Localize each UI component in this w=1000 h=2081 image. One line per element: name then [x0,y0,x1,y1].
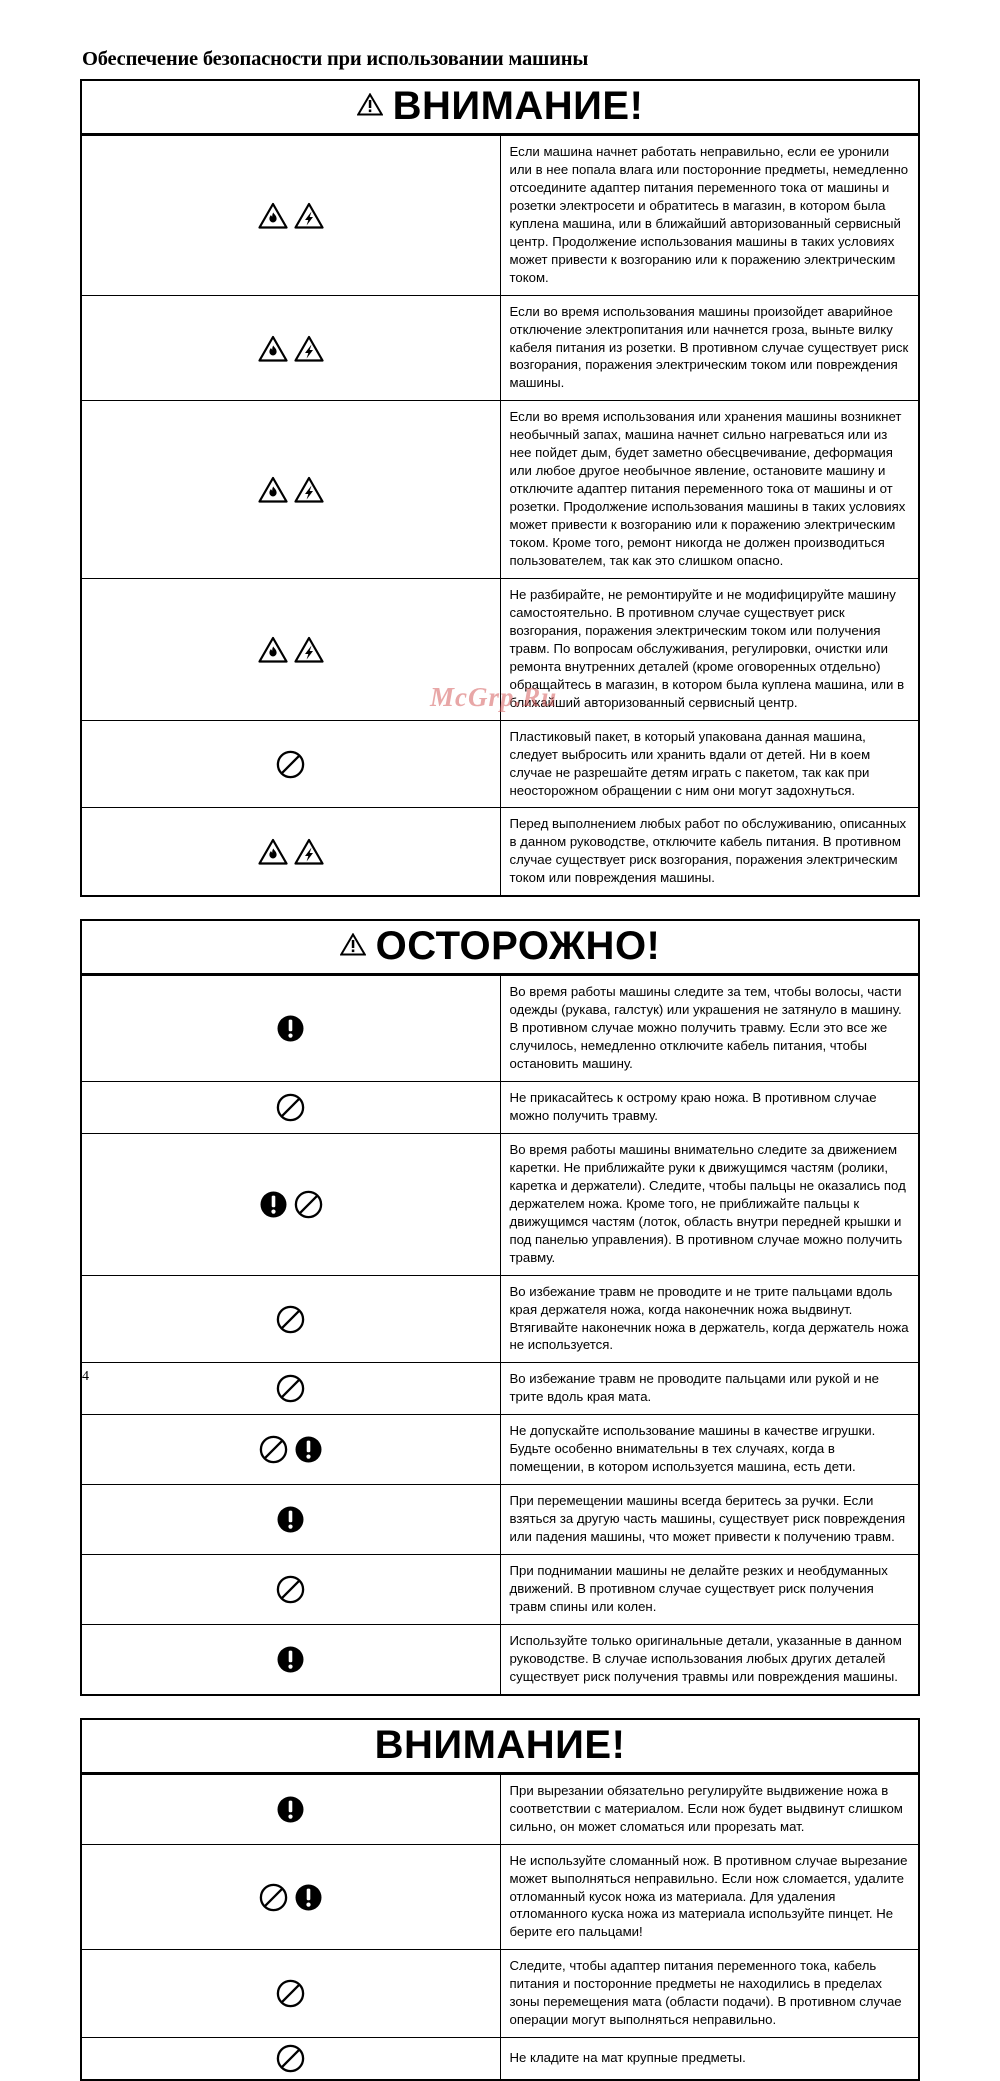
page-title: Обеспечение безопасности при использовании машины [82,48,589,70]
warning-text: Не разбирайте, не ремонтируйте и не модифицируйте машину самостоятельно. В противном случае существует риск возгорания, поражения электрическим током или получения травм. По вопросам обслуживания, регулировки, очистки или ремонта внутренних деталей (кроме оговоренных отдельно) обращайтесь в магазин, в котором была куплена машина, или в ближайший авторизованный сервисный центр. [500,578,919,720]
warning-text: При вырезании обязательно регулируйте выдвижение ножа в соответствии с материалом. Если нож будет выдвинут слишком сильно, он может сломаться или прорезать мат. [500,1774,919,1844]
warning-text: Не прикасайтесь к острому краю ножа. В противном случае можно получить травму. [500,1082,919,1134]
prohibition-icon [276,1979,305,2008]
warning-text: Пластиковый пакет, в который упакована данная машина, следует выбросить или хранить вдали от детей. Ни в коем случае не разрешайте детям играть с пакетом, так как при неосторожном обращении с ним они могут задохнуться. [500,720,919,808]
exclamation-circle-icon [259,1190,288,1219]
warning-text: Перед выполнением любых работ по обслуживанию, описанных в данном руководстве, отключите кабель питания. В противном случае существует риск возгорания, поражения электрическим током или повреждения машины. [500,808,919,896]
warning-triangle-flame-icon [258,838,288,865]
prohibition-icon [276,2044,305,2073]
warning-table [80,79,920,897]
page-number: 4 [82,1369,89,1384]
warning-icon-cell [81,808,500,896]
warning-icon-cell [81,295,500,401]
warning-text: Во время работы машины следите за тем, чтобы волосы, части одежды (рукава, галстук) или украшения не затянуло в машину. В противном случае можно получить травму. Если это все же случилось, немедленно отключите кабель питания, чтобы остановить машину. [500,976,919,1082]
warning-icon-cell [81,1774,500,1844]
warning-triangle-shock-icon [294,636,324,663]
warning-icon-cell [81,720,500,808]
warning-icon-cell [81,1415,500,1485]
prohibition-icon [276,1093,305,1122]
warning-text: При перемещении машины всегда беритесь за ручки. Если взяться за другую часть машины, существует риск повреждения или падения машины, что может привести к получению травм. [500,1485,919,1555]
warning-text: Следите, чтобы адаптер питания переменного тока, кабель питания и посторонние предметы не находились в пределах зоны перемещения мата (области подачи). В противном случае операции могут выполняться неправильно. [500,1950,919,2038]
watermark: McGrp.Ru [430,682,558,712]
warning-icon-cell [81,1950,500,2038]
warning-icon-cell [81,976,500,1082]
exclamation-circle-icon [276,1795,305,1824]
warning-text: Во время работы машины внимательно следите за движением каретки. Не приближайте руки к движущимся частям (ролики, каретка и держатели). Следите, чтобы пальцы не оказались под держателем ножа. Кроме того, не приближайте пальцы к движущимся частям (лоток, область внутри передней крышки и под панелью управления). В противном случае можно получить травму. [500,1133,919,1275]
warning-icon-cell [81,1555,500,1625]
safety-sections [80,79,920,2081]
warning-text: Не используйте сломанный нож. В противном случае вырезание может выполняться неправильно. Если нож сломается, удалите отломанный кусок ножа из материала. Для удаления отломанного куска ножа из материала используйте пинцет. Не берите его пальцами! [500,1844,919,1950]
warning-row [81,1133,919,1275]
prohibition-icon [276,750,305,779]
section-banner [82,921,918,975]
warning-text: Если во время использования машины произойдет аварийное отключение электропитания или начнется гроза, выньте вилку кабеля питания из розетки. В противном случае существует риск возгорания, поражения электрическим током или повреждения машины. [500,295,919,401]
warning-triangle-flame-icon [258,335,288,362]
warning-icon-cell [81,1363,500,1415]
warning-icon-cell [81,1485,500,1555]
warning-text: Если машина начнет работать неправильно, если ее уронили или в нее попала влага или посторонние предметы, немедленно отсоедините адаптер питания переменного тока от машины и розетки электросети и обратитесь в магазин, в котором была куплена машина, или в ближайший авторизованный сервисный центр. Продолжение использования машины в таких условиях может привести к возгоранию или к поражению электрическим током. [500,136,919,296]
warning-row [81,1275,919,1363]
prohibition-icon [276,1374,305,1403]
warning-text: Если во время использования или хранения машины возникнет необычный запах, машина начнет сильно нагреваться или из нее пойдет дым, будет заметно обесцвечивание, деформация или любое другое необычное явление, остановите машину и отключите адаптер питания переменного тока от машины и от розетки. Продолжение использования машины в таких условиях может привести к возгоранию или к поражению электрическим током. Кроме того, ремонт никогда не должен производиться пользователем, так как это слишком опасно. [500,401,919,579]
warning-row [81,295,919,401]
warning-icon-cell [81,1275,500,1363]
warning-row [81,1363,919,1415]
warning-row [81,578,919,720]
exclamation-circle-icon [276,1645,305,1674]
warning-icon-cell [81,401,500,579]
warning-triangle-shock-icon [294,202,324,229]
warning-row [81,720,919,808]
section-banner-label: ОСТОРОЖНО! [375,924,661,969]
exclamation-circle-icon [294,1883,323,1912]
section-banner [82,1720,918,1774]
warning-text: При поднимании машины не делайте резких и необдуманных движений. В противном случае существует риск получения травм спины или колен. [500,1555,919,1625]
warning-text: Во избежание травм не проводите и не трите пальцами вдоль края держателя ножа, когда наконечник ножа выдвинут. Втягивайте наконечник ножа в держатель, когда держатель ножа не используется. [500,1275,919,1363]
prohibition-icon [276,1305,305,1334]
warning-icon-cell [81,136,500,296]
warning-row [81,1555,919,1625]
prohibition-icon [294,1190,323,1219]
section-banner [82,81,918,135]
exclamation-circle-icon [276,1014,305,1043]
warning-row [81,136,919,296]
warning-row [81,401,919,579]
prohibition-icon [259,1883,288,1912]
warning-icon-cell [81,578,500,720]
warning-text: Не кладите на мат крупные предметы. [500,2038,919,2081]
warning-table [80,919,920,1696]
warning-triangle-icon [357,93,383,116]
exclamation-circle-icon [276,1505,305,1534]
warning-row [81,2038,919,2081]
warning-triangle-flame-icon [258,636,288,663]
warning-text: Используйте только оригинальные детали, указанные в данном руководстве. В случае использования любых других деталей существует риск получения травмы или повреждения машины. [500,1624,919,1694]
warning-icon-cell [81,1082,500,1134]
warning-triangle-icon [340,933,366,956]
warning-icon-cell [81,1133,500,1275]
warning-row [81,976,919,1082]
warning-row [81,1774,919,1844]
prohibition-icon [276,1575,305,1604]
warning-row [81,1950,919,2038]
warning-text: Во избежание травм не проводите пальцами или рукой и не трите вдоль края мата. [500,1363,919,1415]
exclamation-circle-icon [294,1435,323,1464]
section-banner-label: ВНИМАНИЕ! [392,84,644,128]
warning-table [80,1718,920,2081]
warning-triangle-flame-icon [258,476,288,503]
warning-icon-cell [81,1844,500,1950]
warning-triangle-shock-icon [294,476,324,503]
warning-row [81,808,919,896]
warning-row [81,1844,919,1950]
warning-triangle-flame-icon [258,202,288,229]
warning-row [81,1485,919,1555]
warning-triangle-shock-icon [294,335,324,362]
warning-row [81,1082,919,1134]
warning-triangle-shock-icon [294,838,324,865]
warning-row [81,1415,919,1485]
section-banner-label: ВНИМАНИЕ! [374,1722,626,1767]
warning-icon-cell [81,2038,500,2081]
warning-text: Не допускайте использование машины в качестве игрушки. Будьте особенно внимательны в тех случаях, когда в помещении, в котором используется машина, есть дети. [500,1415,919,1485]
warning-row [81,1624,919,1694]
prohibition-icon [259,1435,288,1464]
warning-icon-cell [81,1624,500,1694]
